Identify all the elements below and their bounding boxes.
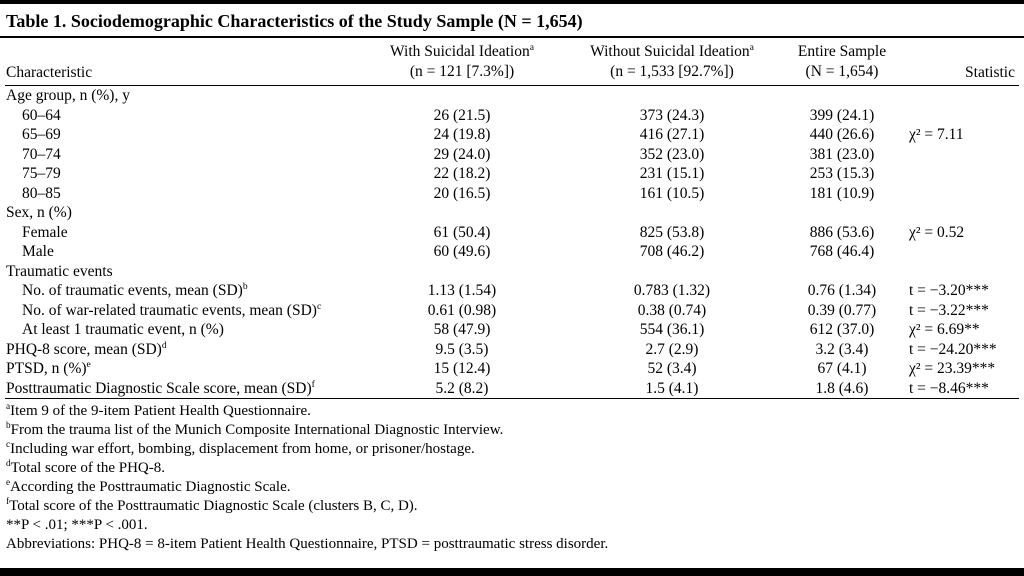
row-value: 373 (24.3): [639, 106, 705, 124]
footnote-line: $^e$According the Posttraumatic Diagnostic Scale.: [6, 478, 291, 495]
superscript-marker: a: [749, 41, 754, 53]
row-statistic: [907, 164, 1019, 184]
row-value: 399 (24.1): [809, 106, 875, 124]
row-label: Traumatic events: [6, 262, 113, 280]
superscript-marker: b: [6, 421, 11, 431]
header-group-text: Entire Sample: [797, 43, 887, 60]
table-row: [5, 359, 1019, 379]
row-statistic: [907, 203, 1019, 223]
row-value: 67 (4.1): [817, 360, 867, 377]
footnote-line: $^f$Total score of the Posttraumatic Diagnostic Scale (clusters B, C, D).: [6, 497, 418, 514]
row-statistic: χ² = 7.11: [909, 126, 964, 143]
row-label: 70–74: [22, 145, 61, 163]
header-group-label: [357, 42, 567, 62]
row-value: 61 (50.4): [433, 223, 491, 241]
row-statistic: χ² = 0.52: [909, 223, 965, 241]
row-value: [357, 262, 567, 282]
table-body: [5, 86, 1019, 399]
superscript-marker: f: [311, 378, 315, 390]
row-statistic: [907, 145, 1019, 165]
row-value: 231 (15.1): [639, 165, 705, 182]
row-value: 5.2 (8.2): [435, 379, 489, 397]
row-value: [357, 203, 567, 223]
superscript-marker: d: [161, 339, 167, 351]
row-label: No. of war-related traumatic events, mean (SD)$^c$: [22, 300, 322, 319]
header-group-entire-sample: [777, 38, 907, 86]
header-group-n: (N = 1,654): [805, 63, 879, 80]
footnote-line: $^a$Item 9 of the 9-item Patient Health Questionnaire.: [6, 402, 311, 419]
row-statistic: t = −8.46***: [909, 379, 989, 397]
superscript-marker: c: [316, 300, 322, 312]
table-row: [5, 262, 1019, 282]
row-value: 26 (21.5): [433, 106, 491, 124]
row-statistic: [907, 262, 1019, 282]
superscript-marker: e: [86, 359, 91, 370]
row-value: 20 (16.5): [433, 184, 491, 202]
row-value: [777, 262, 907, 282]
table-row: [5, 242, 1019, 262]
table-row: [5, 164, 1019, 184]
row-label: Male: [22, 243, 54, 260]
table-row: [5, 379, 1019, 399]
table-row: [5, 301, 1019, 321]
row-statistic: χ² = 6.69**: [909, 321, 980, 338]
row-value: 708 (46.2): [639, 243, 705, 260]
row-value: 352 (23.0): [639, 145, 705, 163]
row-value: [567, 203, 777, 223]
superscript-marker: a: [529, 41, 534, 53]
footnote-line: $^b$From the trauma list of the Munich Composite International Diagnostic Interview.: [6, 421, 504, 438]
superscript-marker: d: [6, 459, 11, 469]
footnote-line: $^d$Total score of the PHQ-8.: [6, 459, 165, 476]
row-value: 3.2 (3.4): [815, 340, 869, 358]
row-value: 22 (18.2): [433, 165, 491, 182]
row-value: 161 (10.5): [639, 184, 705, 202]
row-label: 75–79: [22, 165, 61, 182]
row-value: 181 (10.9): [809, 184, 875, 202]
table-row: [5, 281, 1019, 301]
row-label: 60–64: [22, 106, 61, 124]
superscript-marker: a: [6, 402, 11, 412]
header-characteristic: Characteristic: [6, 64, 93, 81]
row-value: 58 (47.9): [433, 321, 491, 338]
row-statistic: [907, 184, 1019, 204]
row-value: 24 (19.8): [433, 126, 491, 143]
table-header: [5, 38, 1019, 86]
row-value: 0.61 (0.98): [427, 301, 497, 319]
row-label: Female: [22, 223, 68, 241]
row-label: At least 1 traumatic event, n (%): [22, 321, 224, 338]
row-value: [777, 86, 907, 106]
row-value: 1.5 (4.1): [645, 379, 699, 397]
table-row: [5, 184, 1019, 204]
row-value: 440 (26.6): [809, 126, 875, 143]
bottom-rule: [0, 568, 1024, 576]
row-value: 253 (15.3): [809, 165, 875, 182]
header-group-without-ideation: [567, 38, 777, 86]
row-label: PTSD, n (%)$^e$: [6, 359, 91, 377]
table-row: [5, 203, 1019, 223]
row-label: Posttraumatic Diagnostic Scale score, mean (SD)$^f$: [6, 378, 315, 397]
row-label: Sex, n (%): [6, 204, 72, 221]
row-value: 2.7 (2.9): [645, 340, 699, 358]
table-row: [5, 340, 1019, 360]
table-row: [5, 106, 1019, 126]
row-statistic: [907, 242, 1019, 262]
row-value: 1.8 (4.6): [815, 379, 869, 397]
table-row: [5, 145, 1019, 165]
superscript-marker: b: [242, 281, 248, 292]
row-value: 886 (53.6): [809, 223, 875, 241]
row-value: [567, 86, 777, 106]
row-statistic: t = −3.22***: [909, 301, 989, 319]
header-group-label: [567, 42, 777, 62]
header-group-label: [777, 42, 907, 62]
row-value: 768 (46.4): [809, 243, 875, 260]
header-group-n: (n = 121 [7.3%]): [409, 63, 515, 80]
row-value: 9.5 (3.5): [435, 340, 489, 358]
table-row: [5, 125, 1019, 145]
row-value: 52 (3.4): [647, 360, 697, 377]
row-statistic: [907, 86, 1019, 106]
row-value: 60 (49.6): [433, 243, 491, 260]
row-value: 612 (37.0): [809, 321, 875, 338]
header-group-n: (n = 1,533 [92.7%]): [610, 63, 734, 80]
row-label: No. of traumatic events, mean (SD)$^b$: [22, 281, 248, 299]
header-group-text: Without Suicidal Ideation: [590, 43, 750, 60]
row-statistic: t = −3.20***: [909, 282, 989, 299]
row-value: 1.13 (1.54): [427, 282, 497, 299]
footnotes: [0, 399, 1024, 554]
table-row: [5, 223, 1019, 243]
data-table: [5, 38, 1019, 399]
superscript-marker: f: [6, 497, 10, 507]
header-statistic: Statistic: [965, 64, 1015, 81]
row-label: 80–85: [22, 184, 61, 202]
row-value: 0.783 (1.32): [633, 282, 711, 299]
row-label: 65–69: [22, 126, 61, 143]
row-value: 29 (24.0): [433, 145, 491, 163]
table-row: [5, 86, 1019, 106]
row-value: [777, 203, 907, 223]
row-value: 416 (27.1): [639, 126, 705, 143]
header-row: [5, 38, 1019, 86]
footnote-line: $^c$Including war effort, bombing, displacement from home, or prisoner/hostage.: [6, 440, 475, 457]
superscript-marker: c: [6, 440, 11, 450]
row-label: PHQ-8 score, mean (SD)$^d$: [6, 339, 167, 358]
row-value: 381 (23.0): [809, 145, 875, 163]
footnote-line: **P < .01; ***P < .001.: [6, 517, 148, 533]
row-value: 15 (12.4): [433, 360, 491, 377]
table-title: Table 1. Sociodemographic Characteristics of the Study Sample (N = 1,654): [6, 11, 583, 31]
row-value: 0.39 (0.77): [807, 301, 877, 319]
table-row: [5, 320, 1019, 340]
row-statistic: [907, 106, 1019, 126]
row-value: 0.38 (0.74): [637, 301, 707, 319]
row-statistic: t = −24.20***: [909, 340, 997, 358]
row-value: [567, 262, 777, 282]
row-statistic: χ² = 23.39***: [909, 360, 996, 377]
superscript-marker: e: [6, 478, 11, 488]
row-label: Age group, n (%), y: [6, 87, 130, 104]
row-value: [357, 86, 567, 106]
row-value: 554 (36.1): [639, 321, 705, 338]
header-group-text: With Suicidal Ideation: [390, 43, 530, 60]
row-value: 825 (53.8): [639, 223, 705, 241]
header-group-with-ideation: [357, 38, 567, 86]
footnote-line: Abbreviations: PHQ-8 = 8-item Patient Health Questionnaire, PTSD = posttraumatic stress disorder.: [6, 536, 609, 552]
row-value: 0.76 (1.34): [807, 282, 877, 299]
